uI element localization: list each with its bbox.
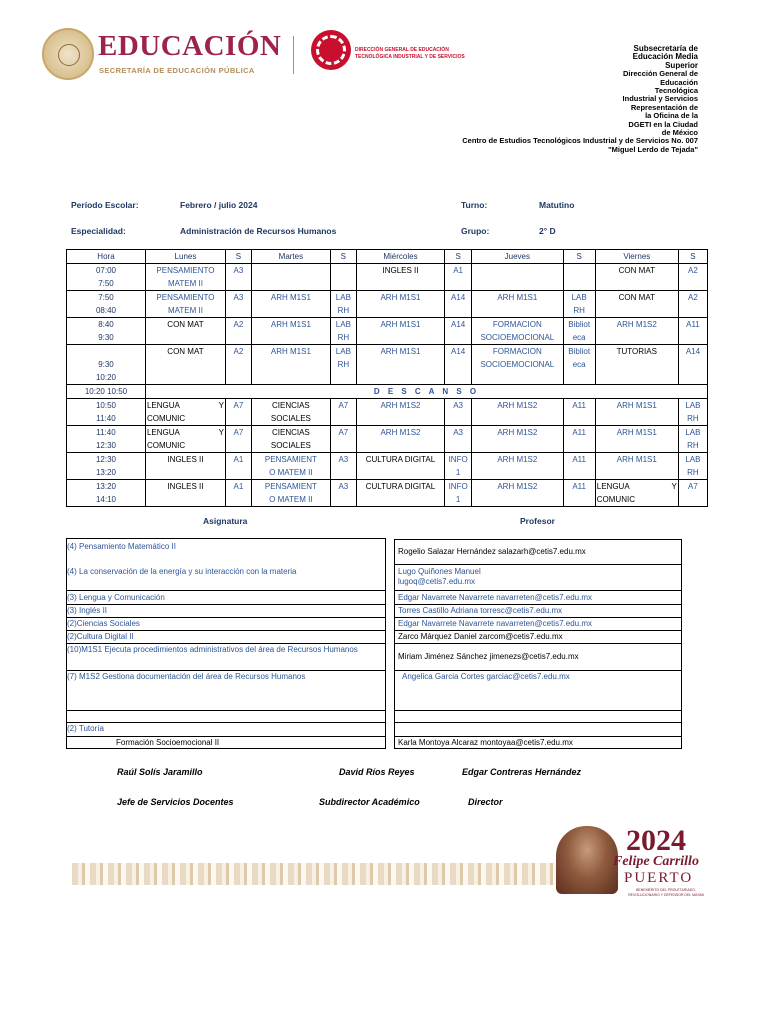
subject-cell: CON MAT (145, 318, 225, 345)
row-divider (394, 590, 682, 591)
footer-city: PUERTO (624, 870, 694, 886)
room-cell: A11 (563, 426, 595, 453)
row-divider (66, 643, 386, 644)
schedule-table (66, 249, 708, 507)
teacher-item: Edgar Navarrete Navarrete navarreten@cetis7.edu.mx (398, 619, 592, 628)
subject-cell: CULTURA DIGITAL (356, 480, 444, 507)
row-divider (66, 590, 386, 591)
time-cell: 9:30 10:20 (67, 345, 146, 385)
room-cell: LAB RH (678, 399, 707, 426)
row-divider (66, 736, 386, 737)
col-header-s: S (445, 250, 472, 264)
subject-item: (2)Ciencias Sociales (67, 619, 140, 628)
subject-cell: ARH M1S2 (472, 399, 563, 426)
mexico-seal-logo (42, 28, 94, 80)
time-cell: 8:40 9:30 (67, 318, 146, 345)
especialidad-label: Especialidad: (71, 226, 126, 236)
col-header-lunes: Lunes (145, 250, 225, 264)
signature-name-3: Edgar Contreras Hernández (462, 767, 582, 777)
teacher-item: Miriam Jiménez Sánchez jimenezs@cetis7.edu.mx (398, 652, 579, 661)
subject-cell: ARH M1S2 (595, 318, 678, 345)
row-divider (394, 670, 682, 671)
schedule-row (67, 453, 708, 480)
row-divider (66, 722, 386, 723)
row-divider (66, 617, 386, 618)
break-label: D E S C A N S O (145, 385, 707, 399)
room-cell: A2 (225, 345, 251, 385)
room-cell: A3 (330, 480, 356, 507)
agency-line: Subsecretaría de (633, 44, 698, 53)
subject-cell: TUTORIAS (595, 345, 678, 385)
agency-line: Educación (660, 77, 698, 87)
room-cell: LAB RH (330, 318, 356, 345)
room-cell: A14 (445, 291, 472, 318)
subject-cell: ARH M1S1 (251, 318, 330, 345)
room-cell: A7 (330, 426, 356, 453)
subject-cell: ARH M1S1 (251, 291, 330, 318)
room-cell: A7 (678, 480, 707, 507)
schedule-row (67, 480, 708, 507)
room-cell: A3 (225, 291, 251, 318)
agency-line: Centro de Estudios Tecnológicos Industrial y de Servicios No. 007 (462, 136, 698, 146)
agency-line: de México (661, 128, 698, 138)
grupo-value: 2° D (539, 226, 556, 236)
room-cell: A3 (330, 453, 356, 480)
room-cell: LAB RH (330, 291, 356, 318)
signature-role-3: Director (468, 797, 503, 807)
signature-role-2: Subdirector Académico (319, 797, 420, 807)
row-divider (66, 710, 386, 711)
footer-small-text: BENEMÉRITO DEL PROLETARIADO, REVOLUCIONARIO Y DEFENSOR DEL MAYAB (628, 888, 704, 897)
col-header-hora: Hora (67, 250, 146, 264)
subject-cell (251, 264, 330, 291)
room-cell: A14 (445, 345, 472, 385)
row-divider (66, 630, 386, 631)
subject-cell: ARH M1S2 (356, 426, 444, 453)
subject-cell: FORMACION SOCIOEMOCIONAL (472, 345, 563, 385)
subject-cell: ARH M1S1 (472, 291, 563, 318)
schedule-row (67, 345, 708, 385)
subject-cell: CON MAT (595, 291, 678, 318)
subject-cell: ARH M1S1 (595, 426, 678, 453)
row-divider (394, 604, 682, 605)
subject-cell: CIENCIAS SOCIALES (251, 399, 330, 426)
subject-cell: PENSAMIENT O MATEM II (251, 480, 330, 507)
room-cell: A3 (445, 399, 472, 426)
subject-cell: CON MAT (595, 264, 678, 291)
schedule-row (67, 399, 708, 426)
turno-label: Turno: (461, 200, 488, 210)
agency-line: Industrial y Servicios (622, 94, 698, 104)
time-cell: 07:00 7:50 (67, 264, 146, 291)
col-header-miercoles: Miércoles (356, 250, 444, 264)
schedule-row (67, 426, 708, 453)
row-divider (394, 564, 682, 565)
subject-cell: INGLES II (145, 480, 225, 507)
footer-name: Felipe Carrillo (613, 854, 699, 869)
room-cell: INFO 1 (445, 453, 472, 480)
agency-line: Dirección General de (622, 69, 698, 79)
break-row (67, 385, 708, 399)
periodo-value: Febrero / julio 2024 (180, 200, 258, 210)
row-divider (394, 736, 682, 737)
subject-cell: ARH M1S1 (251, 345, 330, 385)
agency-line: Educación Media (632, 52, 698, 62)
room-cell: A11 (563, 453, 595, 480)
room-cell: A1 (225, 453, 251, 480)
turno-value: Matutino (539, 200, 575, 210)
room-cell: LAB RH (678, 453, 707, 480)
subject-item: (2)Cultura Digital II (67, 632, 134, 641)
room-cell: A7 (330, 399, 356, 426)
agency-line: Tecnológica (654, 86, 698, 96)
subject-cell: LENGUA Y COMUNIC (595, 480, 678, 507)
signature-name-1: Raúl Solís Jaramillo (117, 767, 203, 777)
room-cell: LAB RH (678, 426, 707, 453)
col-header-s: S (678, 250, 707, 264)
room-cell: A2 (225, 318, 251, 345)
subject-cell: ARH M1S1 (356, 345, 444, 385)
subject-cell: INGLES II (145, 453, 225, 480)
education-title: EDUCACIÓN (98, 30, 282, 62)
asignatura-header: Asignatura (203, 516, 248, 526)
teacher-item: Edgar Navarrete Navarrete navarreten@cetis7.edu.mx (398, 593, 592, 602)
room-cell: A7 (225, 426, 251, 453)
header-divider (293, 36, 294, 74)
subject-cell: INGLES II (356, 264, 444, 291)
subject-cell (472, 264, 563, 291)
teacher-item: Lugo Quiñones Manuel lugoq@cetis7.edu.mx (398, 567, 481, 586)
subject-cell: CON MAT (145, 345, 225, 385)
subject-cell: ARH M1S1 (356, 291, 444, 318)
room-cell: A11 (563, 480, 595, 507)
col-header-s: S (225, 250, 251, 264)
room-cell: A3 (445, 426, 472, 453)
teacher-item: Zarco Márquez Daniel zarcom@cetis7.edu.mx (398, 632, 563, 641)
subject-cell: ARH M1S2 (472, 426, 563, 453)
subject-cell: PENSAMIENTO MATEM II (145, 291, 225, 318)
subject-item: (4) La conservación de la energía y su interacción con la materia (67, 567, 297, 576)
subject-item: (7) M1S2 Gestiona documentación del área de Recursos Humanos (67, 672, 306, 681)
room-cell: Bibliot eca (563, 318, 595, 345)
room-cell: A1 (445, 264, 472, 291)
room-cell: A2 (678, 264, 707, 291)
agency-line: Representación de (630, 102, 698, 112)
row-divider (66, 670, 386, 671)
room-cell: A2 (678, 291, 707, 318)
schedule-row (67, 318, 708, 345)
subject-item: (3) Inglés II (67, 606, 108, 615)
education-subtitle: SECRETARÍA DE EDUCACIÓN PÚBLICA (99, 66, 255, 75)
footer-year: 2024 (626, 824, 686, 857)
room-cell: A11 (678, 318, 707, 345)
room-cell: LAB RH (330, 345, 356, 385)
col-header-viernes: Viernes (595, 250, 678, 264)
room-cell: LAB RH (563, 291, 595, 318)
agency-line: Superior (665, 60, 698, 70)
portrait-image (556, 826, 618, 894)
dgeti-text: DIRECCIÓN GENERAL DE EDUCACIÓN TECNOLÓGICA INDUSTRIAL Y DE SERVICIOS (355, 47, 465, 60)
schedule-row (67, 291, 708, 318)
row-divider (66, 604, 386, 605)
agency-block (418, 45, 698, 154)
time-cell: 7:50 08:40 (67, 291, 146, 318)
subject-cell: LENGUA Y COMUNIC (145, 399, 225, 426)
room-cell: INFO 1 (445, 480, 472, 507)
row-divider (394, 710, 682, 711)
dgeti-logo (311, 30, 351, 70)
subject-cell: PENSAMIENT O MATEM II (251, 453, 330, 480)
subject-cell: FORMACION SOCIOEMOCIONAL (472, 318, 563, 345)
decorative-band (72, 863, 560, 885)
subject-cell: ARH M1S2 (356, 399, 444, 426)
grupo-label: Grupo: (461, 226, 490, 236)
time-cell: 12:30 13:20 (67, 453, 146, 480)
teacher-item: Rogelio Salazar Hernández salazarh@cetis7.edu.mx (398, 547, 586, 556)
row-divider (394, 643, 682, 644)
room-cell: A14 (445, 318, 472, 345)
subject-cell: ARH M1S2 (472, 453, 563, 480)
room-cell: A7 (225, 399, 251, 426)
schedule-header-row (67, 250, 708, 264)
room-cell (563, 264, 595, 291)
schedule-row (67, 264, 708, 291)
subject-item: (2) Tutoría (67, 724, 104, 733)
subject-cell: ARH M1S1 (595, 399, 678, 426)
subject-item: Formación Socioemocional II (116, 738, 220, 747)
time-cell: 13:20 14:10 (67, 480, 146, 507)
row-divider (394, 630, 682, 631)
periodo-label: Período Escolar: (71, 200, 139, 210)
room-cell: A14 (678, 345, 707, 385)
room-cell: A11 (563, 399, 595, 426)
col-header-martes: Martes (251, 250, 330, 264)
subject-item: (4) Pensamiento Matemático II (67, 542, 176, 551)
subject-item: (3) Lengua y Comunicación (67, 593, 165, 602)
row-divider (394, 722, 682, 723)
row-divider (394, 617, 682, 618)
subject-item: (10)M1S1 Ejecuta procedimientos administrativos del área de Recursos Humanos (67, 645, 358, 654)
subject-cell: ARH M1S2 (472, 480, 563, 507)
teacher-item: Torres Castillo Adriana torresc@cetis7.edu.mx (398, 606, 563, 615)
time-cell: 11:40 12:30 (67, 426, 146, 453)
room-cell (330, 264, 356, 291)
subject-cell: ARH M1S1 (356, 318, 444, 345)
teacher-item: Angelica Garcia Cortes garciac@cetis7.edu.mx (402, 672, 570, 681)
room-cell: A3 (225, 264, 251, 291)
break-time: 10:20 10:50 (67, 385, 146, 399)
agency-line: "Miguel Lerdo de Tejada" (608, 144, 698, 154)
subject-cell: CULTURA DIGITAL (356, 453, 444, 480)
agency-line: la Oficina de la (645, 111, 698, 121)
col-header-jueves: Jueves (472, 250, 563, 264)
teacher-item: Karla Montoya Alcaraz montoyaa@cetis7.edu.mx (398, 738, 573, 747)
subject-cell: CIENCIAS SOCIALES (251, 426, 330, 453)
room-cell: A1 (225, 480, 251, 507)
especialidad-value: Administración de Recursos Humanos (180, 226, 337, 236)
subject-cell: ARH M1S1 (595, 453, 678, 480)
signature-role-1: Jefe de Servicios Docentes (117, 797, 234, 807)
signature-name-2: David Ríos Reyes (339, 767, 415, 777)
time-cell: 10:50 11:40 (67, 399, 146, 426)
room-cell: Bibliot eca (563, 345, 595, 385)
profesor-header: Profesor (520, 516, 555, 526)
col-header-s: S (330, 250, 356, 264)
col-header-s: S (563, 250, 595, 264)
agency-line: DGETI en la Ciudad (628, 119, 698, 129)
subject-cell: LENGUA Y COMUNIC (145, 426, 225, 453)
subject-cell: PENSAMIENTO MATEM II (145, 264, 225, 291)
